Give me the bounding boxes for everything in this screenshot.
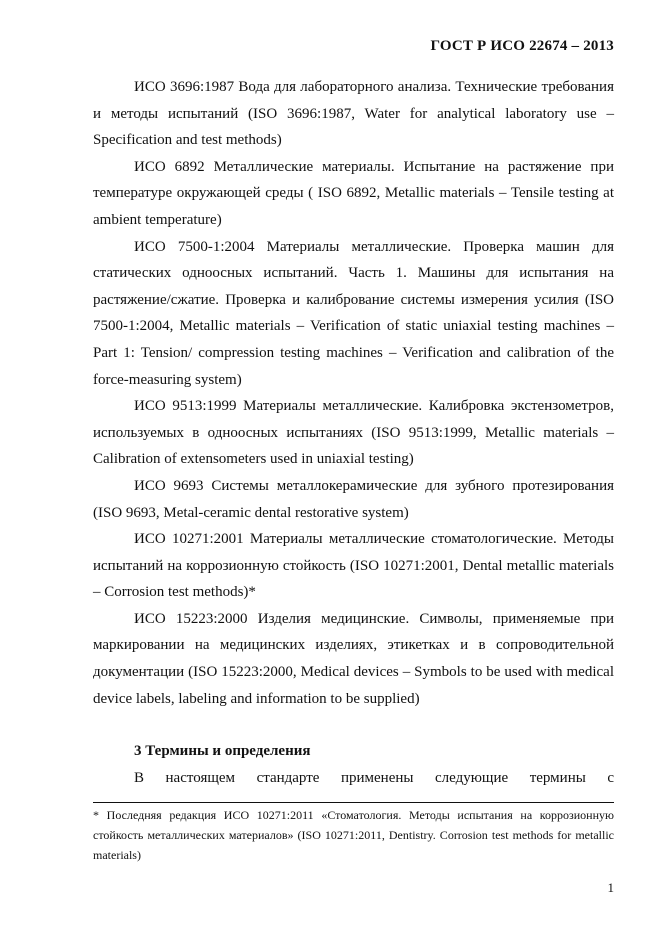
- paragraph-iso-9513: ИСО 9513:1999 Материалы металлические. Калибровка экстензометров, используемых в одноосных испытаниях (ISO 9513:1999, Metallic materials – Calibration of extensometers used in uniaxial testing): [93, 398, 614, 468]
- paragraph-iso-10271: ИСО 10271:2001 Материалы металлические стоматологические. Методы испытаний на коррозионную стойкость (ISO 10271:2001, Dental metallic materials – Corrosion test methods)*: [93, 531, 614, 601]
- paragraph-iso-15223: ИСО 15223:2000 Изделия медицинские. Символы, применяемые при маркировании на медицинских изделиях, этикетках и в сопроводительной документации (ISO 15223:2000, Medical devices – Symbols to be used with medical device labels, labeling and information to be supplied): [93, 610, 614, 707]
- section-intro: В настоящем стандарте применены следующие термины с: [134, 769, 614, 786]
- paragraph-iso-6892: ИСО 6892 Металлические материалы. Испытание на растяжение при температуре окружающей среды ( ISO 6892, Metallic materials – Tensile testing at ambient temperature): [93, 158, 614, 228]
- paragraph-iso-3696: ИСО 3696:1987 Вода для лабораторного анализа. Технические требования и методы испытаний (ISO 3696:1987, Water for analytical laboratory use – Specification and test methods): [93, 79, 614, 149]
- document-body: [93, 74, 614, 791]
- page-number: 1: [607, 880, 614, 895]
- paragraph-iso-9693: ИСО 9693 Системы металлокерамические для зубного протезирования (ISO 9693, Metal-ceramic dental restorative system): [93, 477, 614, 521]
- page-header: ГОСТ Р ИСО 22674 – 2013: [430, 38, 614, 54]
- footnote: * Последняя редакция ИСО 10271:2011 «Стоматология. Методы испытания на коррозионную стойкость металлических материалов» (ISO 10271:2011, Dentistry. Corrosion test methods for metallic materials): [93, 808, 614, 862]
- paragraph-iso-7500: ИСО 7500-1:2004 Материалы металлические. Проверка машин для статических одноосных испытаний. Часть 1. Машины для испытания на растяжение/сжатие. Проверка и калибрование системы измерения усилия (ISO 7500-1:2004, Metallic materials – Verification of static uniaxial testing machines – Part 1: Tension/ compression testing machines – Verification and calibration of the force-measuring system): [93, 238, 614, 388]
- section-heading: 3 Термины и определения: [134, 743, 311, 760]
- footnote-divider: [93, 802, 614, 803]
